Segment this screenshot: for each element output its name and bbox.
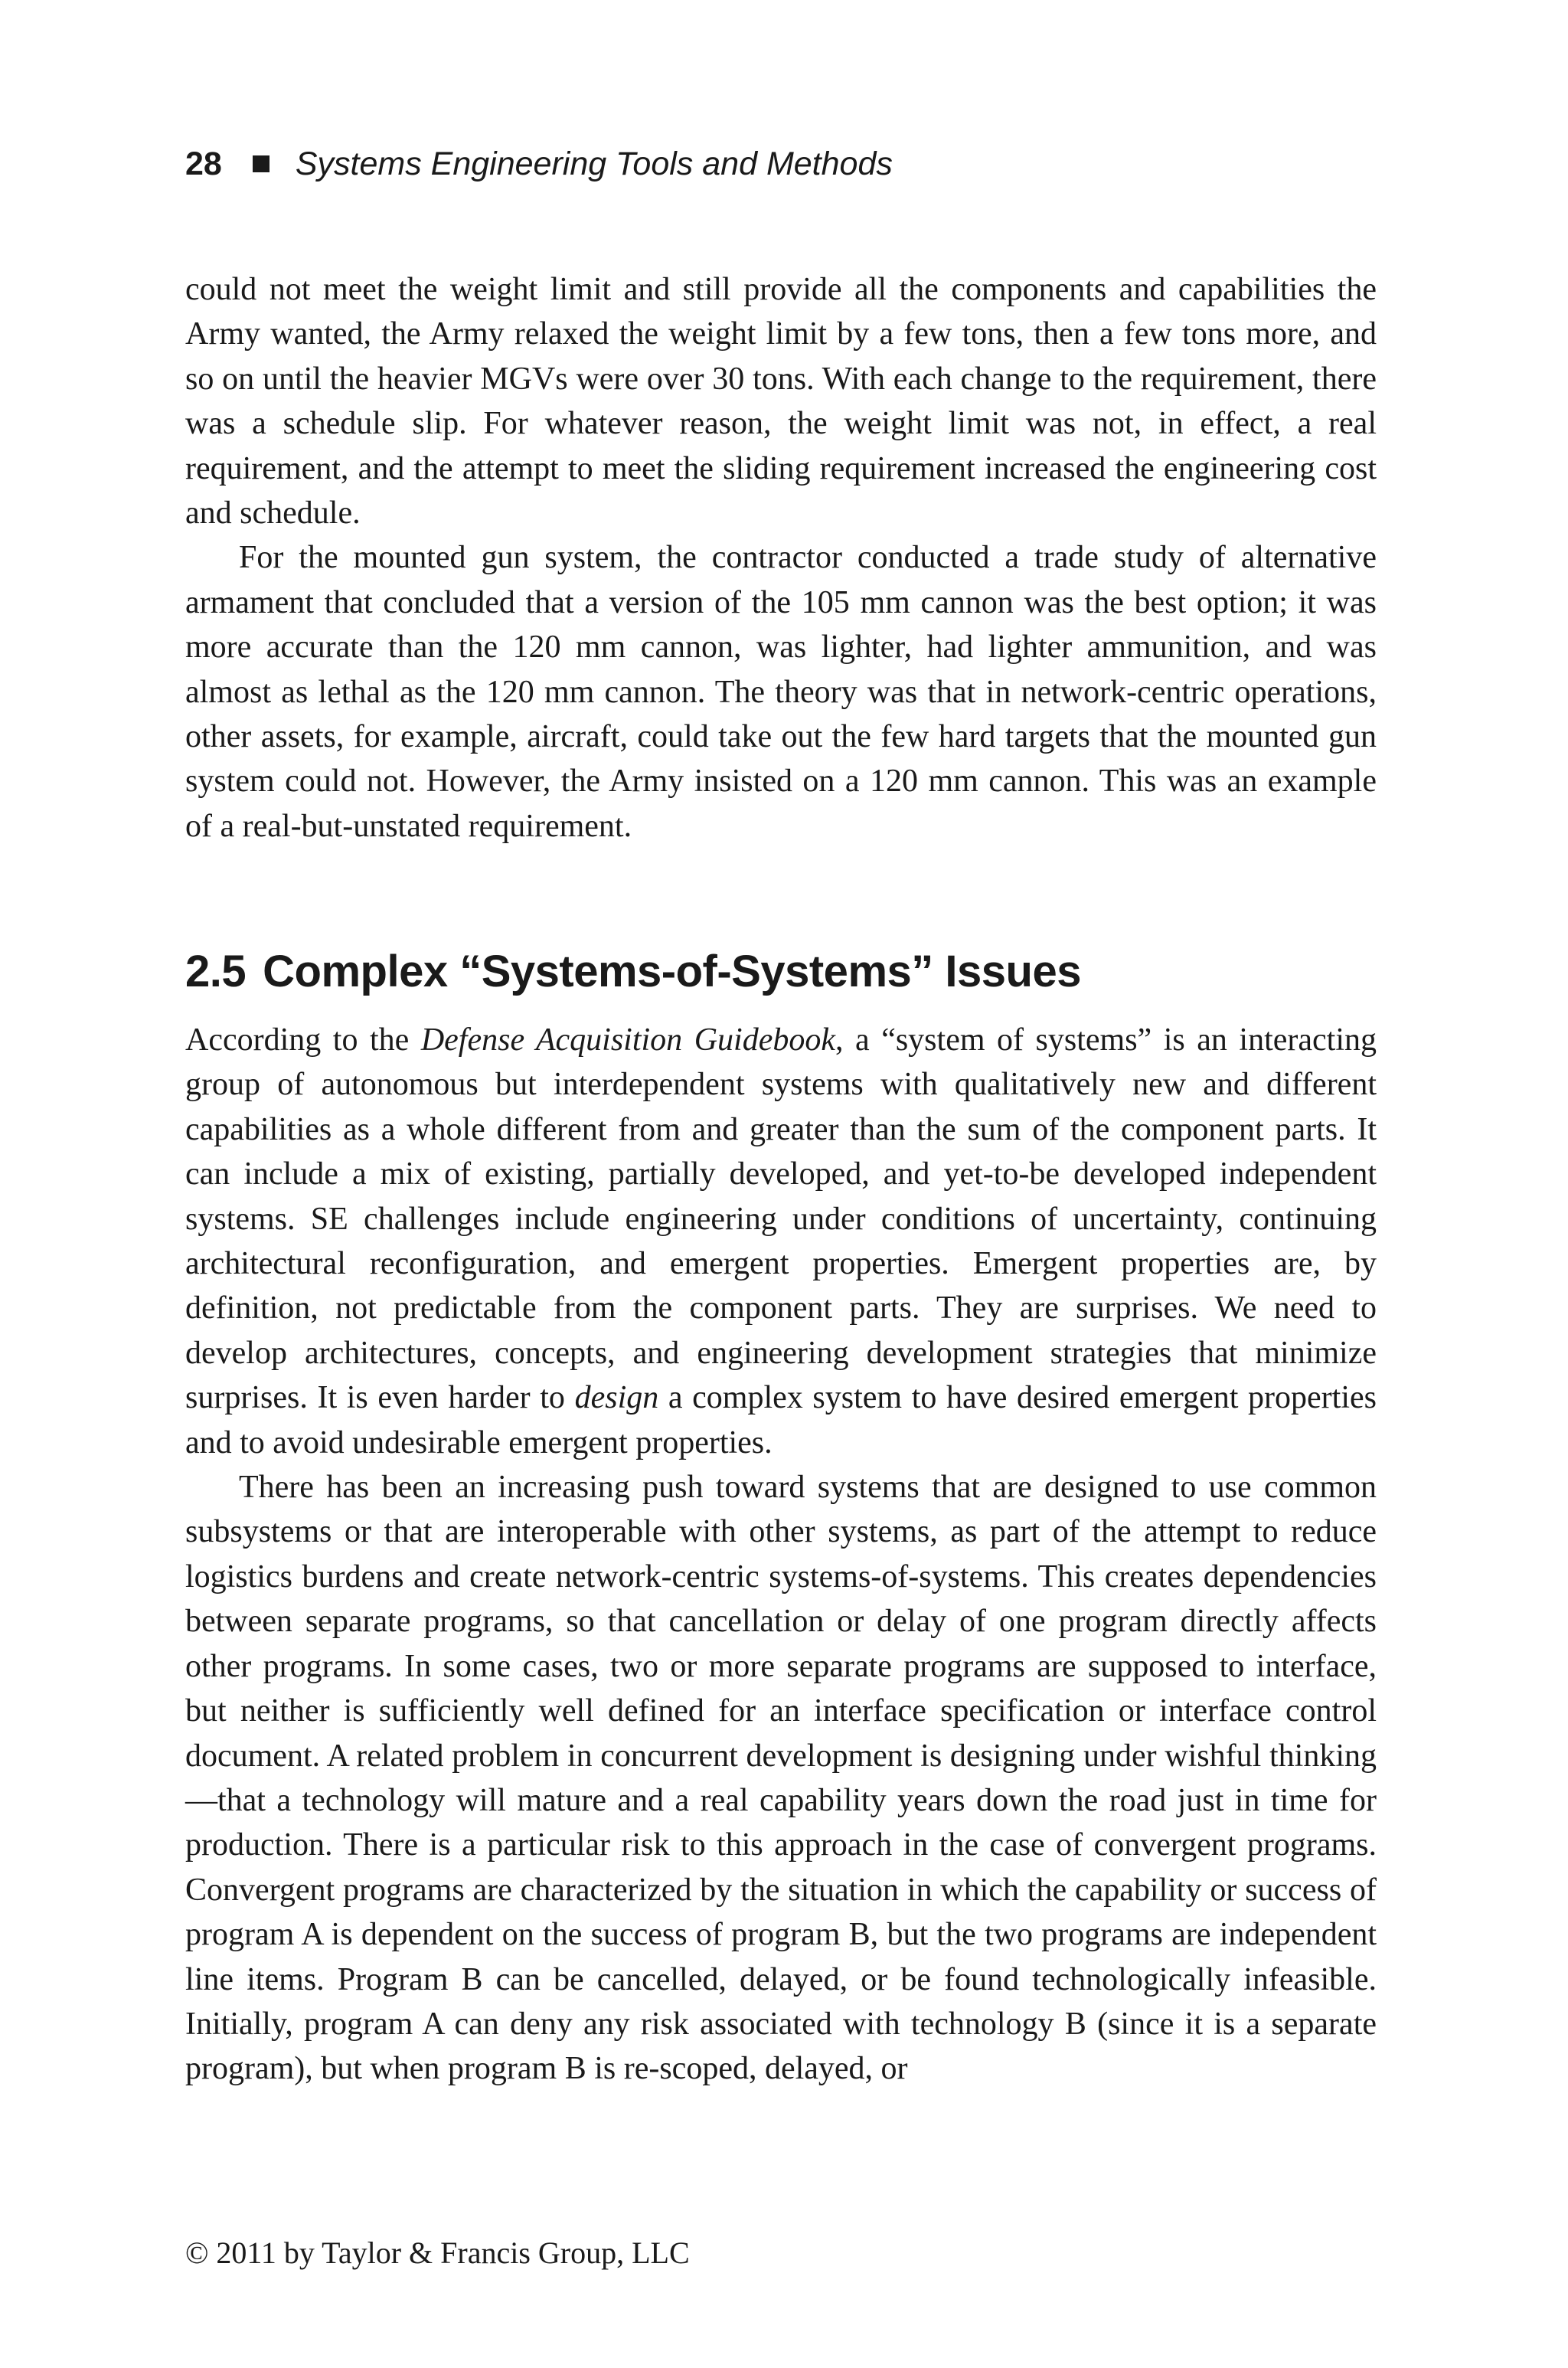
page-number: 28	[185, 145, 222, 182]
text-block-section-body	[185, 1018, 1377, 2092]
section-heading	[185, 944, 1377, 1000]
book-page	[185, 0, 1377, 2368]
paragraph-mounted-gun: For the mounted gun system, the contractor conducted a trade study of alternative armament that concluded that a version of the 105 mm cannon was the best option; it was more accurate than the 120 mm cannon, was lighter, had lighter ammunition, and was almost as lethal as the 120 mm cannon. The theory was that in network-centric operations, other assets, for example, aircraft, could take out the few hard targets that the mounted gun system could not. However, the Army insisted on a 120 mm cannon. This was an example of a real-but-unstated requirement.	[185, 540, 1377, 844]
text-run: , a “system of systems” is an interacting group of autonomous but interdependent systems with qualitatively new and different capabilities as a whole different from and greater than the sum of the component parts. It can include a mix of existing, partially developed, and yet-to-be developed independent systems. SE challenges include engineering under conditions of uncertainty, continuing architectural reconfiguration, and emergent properties. Emergent properties are, by definition, not predictable from the component parts. They are surprises. We need to develop architectures, concepts, and engineering development strategies that minimize surprises. It is even harder to	[185, 1022, 1377, 1416]
paragraph-common-subsystems: There has been an increasing push toward systems that are designed to use common subsystems or that are interoperable with other systems, as part of the attempt to reduce logistics burdens and create network-centric systems-of-systems. This creates dependencies between separate programs, so that cancellation or delay of one program directly affects other programs. In some cases, two or more separate programs are supposed to interface, but neither is sufficiently well defined for an interface specification or interface control document. A related problem in concurrent development is designing under wishful thinking—that a technology will mature and a real capability years down the road just in time for production. There is a particular risk to this approach in the case of convergent programs. Convergent programs are characterized by the situation in which the capability or success of program A is dependent on the success of program B, but the two programs are independent line items. Program B can be cancelled, delayed, or be found technologically infeasible. Initially, program A can deny any risk associated with technology B (since it is a separate program), but when program B is re-scoped, delayed, or	[185, 1470, 1377, 2087]
paragraph-system-of-systems	[185, 1018, 1377, 1465]
section-number: 2.5	[185, 947, 247, 996]
copyright-footer: © 2011 by Taylor & Francis Group, LLC	[185, 2236, 690, 2270]
square-bullet-icon	[253, 155, 270, 172]
book-title: Systems Engineering Tools and Methods	[295, 145, 893, 182]
running-head	[185, 141, 893, 187]
emphasis-design: design	[574, 1380, 659, 1416]
text-run: a complex system to have desired emergent properties and to avoid undesirable emergent properties.	[185, 1380, 1377, 1460]
guidebook-title: Defense Acquisition Guidebook	[420, 1022, 835, 1058]
text-run: According to the	[185, 1022, 421, 1058]
text-block-before-section	[185, 267, 1377, 849]
paragraph-continued: could not meet the weight limit and still provide all the components and capabilities the Army wanted, the Army relaxed the weight limit by a few tons, then a few tons more, and so on until the heavier MGVs were over 30 tons. With each change to the requirement, there was a schedule slip. For whatever reason, the weight limit was not, in effect, a real requirement, and the attempt to meet the sliding requirement increased the engineering cost and schedule.	[185, 272, 1377, 531]
section-title: Complex “Systems-of-Systems” Issues	[263, 947, 1081, 996]
